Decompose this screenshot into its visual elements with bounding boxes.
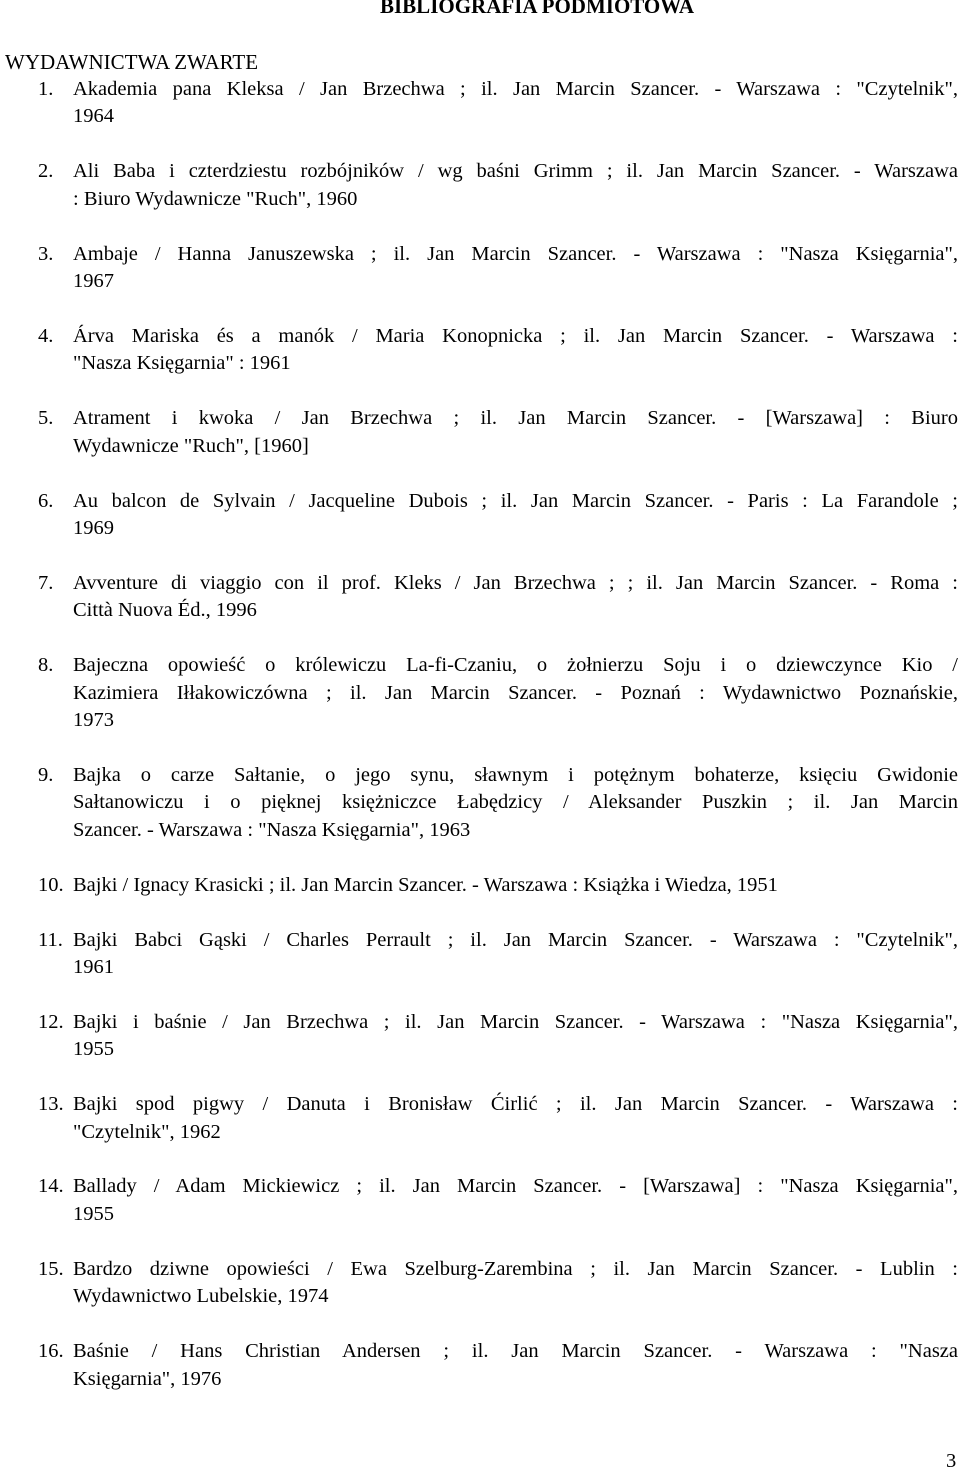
citation-line: Ambaje / Hanna Januszewska ; il. Jan Marcin Szancer. - Warszawa : "Nasza Księgarnia",	[73, 242, 958, 265]
item-citation	[73, 1256, 958, 1311]
page-title: BIBLIOGRAFIA PODMIOTOWA	[380, 0, 695, 18]
item-citation	[73, 652, 958, 734]
list-item	[0, 158, 960, 213]
list-item	[0, 872, 960, 899]
citation-line: Wydawnicze "Ruch", [1960]	[73, 434, 309, 457]
item-number: 3.	[38, 242, 54, 265]
citation-line: Szancer. - Warszawa : "Nasza Księgarnia", 1963	[73, 818, 471, 841]
list-item	[0, 76, 960, 131]
section-heading: WYDAWNICTWA ZWARTE	[5, 50, 259, 74]
list-item	[0, 1009, 960, 1064]
list-item	[0, 241, 960, 296]
item-number: 11.	[38, 928, 63, 951]
citation-line: 1955	[73, 1038, 114, 1061]
citation-line: "Czytelnik", 1962	[73, 1120, 221, 1143]
list-item	[0, 570, 960, 625]
citation-line: Bajki / Ignacy Krasicki ; il. Jan Marcin Szancer. - Warszawa : Książka i Wiedza, 1951	[73, 873, 778, 896]
item-number: 14.	[38, 1175, 64, 1198]
citation-line: Árva Mariska és a manók / Maria Konopnicka ; il. Jan Marcin Szancer. - Warszawa :	[73, 324, 958, 347]
item-number: 2.	[38, 160, 54, 183]
citation-line: Città Nuova Éd., 1996	[73, 599, 257, 622]
citation-line: Bajki spod pigwy / Danuta i Bronisław Ćirlić ; il. Jan Marcin Szancer. - Warszawa :	[73, 1093, 958, 1116]
item-number: 8.	[38, 654, 54, 677]
item-number: 6.	[38, 489, 54, 512]
item-citation	[73, 158, 958, 213]
item-number: 9.	[38, 763, 54, 786]
item-number: 7.	[38, 571, 54, 594]
citation-line: Ali Baba i czterdziestu rozbójników / wg baśni Grimm ; il. Jan Marcin Szancer. - Warszawa	[73, 160, 958, 183]
citation-line: "Nasza Księgarnia" : 1961	[73, 352, 291, 375]
citation-line: Akademia pana Kleksa / Jan Brzechwa ; il. Jan Marcin Szancer. - Warszawa : "Czytelnik",	[73, 78, 958, 100]
list-item	[0, 323, 960, 378]
citation-line: 1964	[73, 105, 114, 128]
item-citation	[73, 323, 958, 378]
item-number: 4.	[38, 324, 54, 347]
list-item	[0, 405, 960, 460]
item-citation	[73, 1173, 958, 1228]
list-item	[0, 762, 960, 844]
citation-line: Atrament i kwoka / Jan Brzechwa ; il. Jan Marcin Szancer. - [Warszawa] : Biuro	[73, 407, 958, 430]
item-citation	[73, 570, 958, 625]
item-number: 16.	[38, 1340, 64, 1363]
citation-line: 1961	[73, 955, 114, 978]
item-citation	[73, 405, 958, 460]
citation-line: Bajeczna opowieść o królewiczu La-fi-Czaniu, o żołnierzu Soju i o dziewczynce Kio /	[73, 654, 958, 677]
citation-line: Bardzo dziwne opowieści / Ewa Szelburg-Zarembina ; il. Jan Marcin Szancer. - Lublin :	[73, 1257, 958, 1280]
list-item	[0, 1091, 960, 1146]
citation-line: 1973	[73, 709, 114, 731]
item-citation	[73, 1009, 958, 1064]
list-item	[0, 1338, 960, 1393]
item-number: 12.	[38, 1010, 64, 1033]
item-citation	[73, 488, 958, 543]
item-citation	[73, 927, 958, 982]
item-number: 15.	[38, 1257, 64, 1280]
item-citation	[73, 1091, 958, 1146]
citation-line: Wydawnictwo Lubelskie, 1974	[73, 1285, 329, 1308]
citation-line: Ballady / Adam Mickiewicz ; il. Jan Marcin Szancer. - [Warszawa] : "Nasza Księgarnia",	[73, 1175, 958, 1198]
item-number: 5.	[38, 407, 54, 430]
citation-line: 1967	[73, 270, 114, 293]
citation-line: 1969	[73, 516, 114, 539]
citation-line: Baśnie / Hans Christian Andersen ; il. Jan Marcin Szancer. - Warszawa : "Nasza	[73, 1340, 958, 1363]
item-citation	[73, 872, 958, 899]
citation-line: Bajka o carze Sałtanie, o jego synu, sławnym i potężnym bohaterze, księciu Gwidonie	[73, 763, 958, 786]
item-number: 10.	[38, 873, 64, 896]
citation-line: Avventure di viaggio con il prof. Kleks / Jan Brzechwa ; ; il. Jan Marcin Szancer. - Roma :	[73, 571, 958, 594]
list-item	[0, 1256, 960, 1311]
citation-line: Księgarnia", 1976	[73, 1367, 222, 1390]
item-citation	[73, 1338, 958, 1393]
citation-line: Bajki Babci Gąski / Charles Perrault ; il. Jan Marcin Szancer. - Warszawa : "Czytelnik",	[73, 928, 958, 951]
page-number: 3	[946, 1450, 957, 1472]
bibliography-list	[0, 76, 960, 1420]
item-number: 1.	[38, 78, 54, 100]
list-item	[0, 488, 960, 543]
item-citation	[73, 241, 958, 296]
citation-line: Au balcon de Sylvain / Jacqueline Dubois ; il. Jan Marcin Szancer. - Paris : La Farandole ;	[73, 489, 958, 512]
citation-line: Bajki i baśnie / Jan Brzechwa ; il. Jan Marcin Szancer. - Warszawa : "Nasza Księgarnia",	[73, 1010, 958, 1033]
list-item	[0, 652, 960, 734]
citation-line: 1955	[73, 1202, 114, 1225]
list-item	[0, 927, 960, 982]
citation-line: : Biuro Wydawnicze "Ruch", 1960	[73, 187, 358, 210]
item-citation	[73, 762, 958, 844]
list-item	[0, 1173, 960, 1228]
item-citation	[73, 76, 958, 131]
citation-line: Sałtanowiczu i o pięknej księżniczce Łabędzicy / Aleksander Puszkin ; il. Jan Marcin	[73, 791, 958, 814]
citation-line: Kazimiera Iłłakowiczówna ; il. Jan Marcin Szancer. - Poznań : Wydawnictwo Poznańskie,	[73, 681, 958, 704]
item-number: 13.	[38, 1093, 64, 1116]
